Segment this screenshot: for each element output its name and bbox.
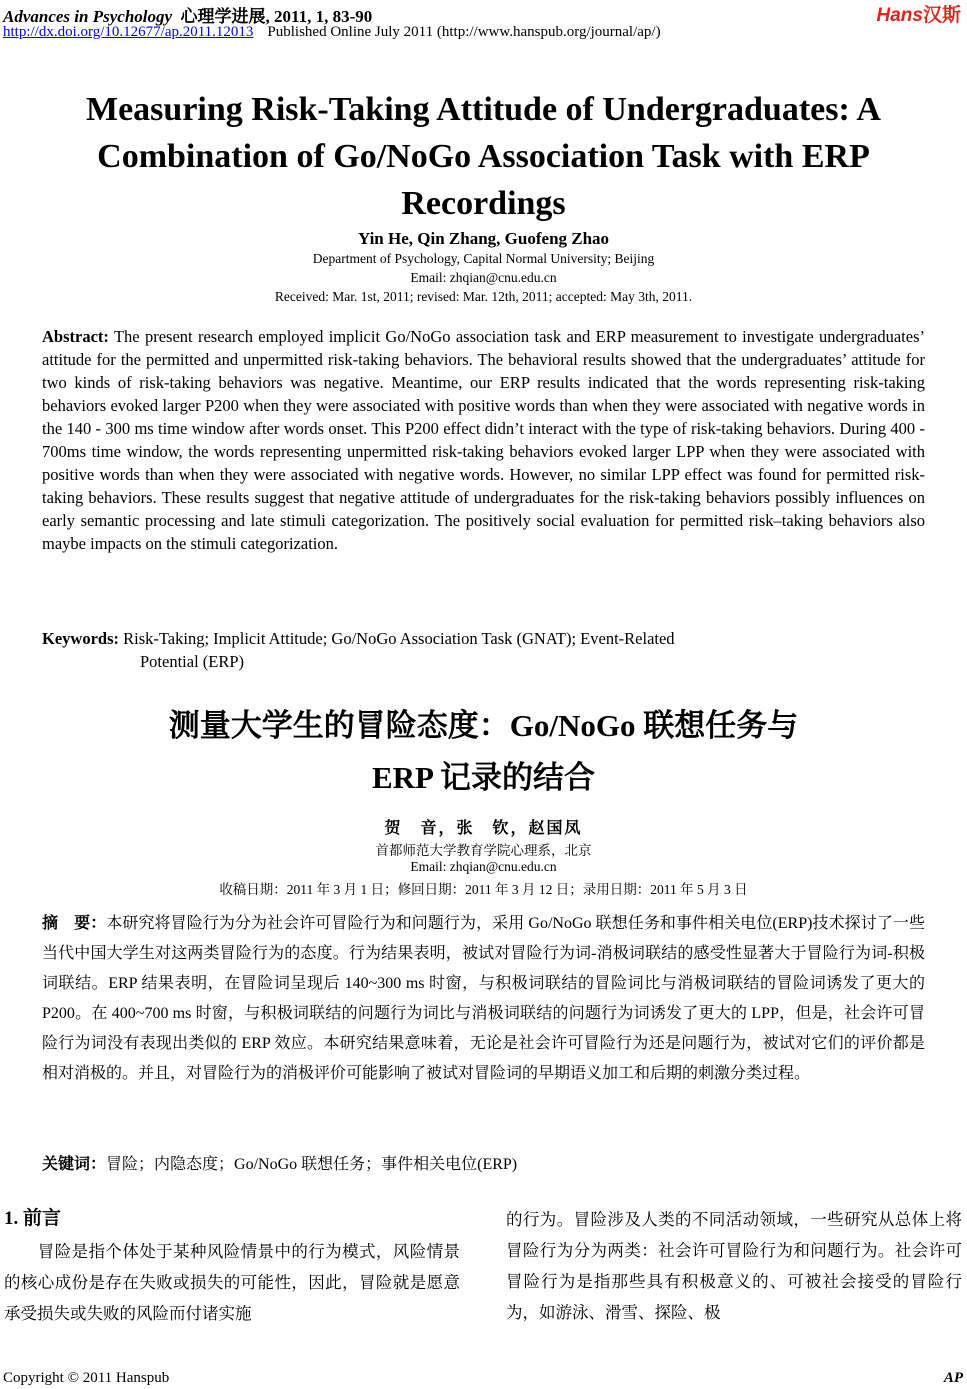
email: Email: zhqian@cnu.edu.cn <box>410 270 557 285</box>
dates: Received: Mar. 1st, 2011; revised: Mar. 12th, 2011; accepted: May 3th, 2011. <box>274 289 693 304</box>
chinese-abstract-text: 本研究将冒险行为分为社会许可冒险行为和问题行为，采用 Go/NoGo 联想任务和事件相关电位(ERP)技术探讨了一些当代中国大学生对这两类冒险行为的态度。行为结果表明，被试对冒险行为词-消极词联结的感受性显著大于冒险行为词-积极词联结。ERP 结果表明，在冒险词呈现后 140~300 ms 时窗，与积极词联结的冒险词比与消极词联结的冒险词诱发了更大的 P200。在 400~700 ms 时窗，与积极词联结的问题行为词比与消极词联结的问题行为词诱发了更大的 LPP，但是，社会许可冒险行为词没有表现出类似的 ERP 效应。本研究结果意味着，无论是社会许可冒险行为还是问题行为，被试对它们的评价都是相对消极的。并且，对冒险行为的消极评价可能影响了被试对冒险词的早期语义加工和后期的刺激分类过程。 <box>42 915 925 1082</box>
publication-info <box>3 24 661 41</box>
chinese-keywords <box>42 1151 517 1174</box>
doi-link[interactable]: http://dx.doi.org/10.12677/ap.2011.12013 <box>3 24 254 40</box>
abstract <box>42 325 925 555</box>
keywords-label: Keywords: <box>42 629 119 648</box>
chinese-keywords-text: 冒险；内隐态度；Go/NoGo 联想任务；事件相关电位(ERP) <box>106 1156 518 1173</box>
chinese-title <box>0 700 967 804</box>
authors: Yin He, Qin Zhang, Guofeng Zhao <box>357 229 610 248</box>
chinese-keywords-label: 关键词： <box>42 1156 107 1173</box>
keywords-line2: Potential (ERP) <box>140 652 245 671</box>
chinese-abstract <box>42 909 925 1089</box>
journal-name: Advances in Psychology <box>3 7 173 26</box>
section-heading: 1. 前言 <box>4 1208 62 1229</box>
chinese-dates: 收稿日期：2011 年 3 月 1 日；修回日期：2011 年 3 月 12 日；录用日期：2011 年 5 月 3 日 <box>219 882 748 897</box>
journal-name-cn: 心理学进展 <box>180 7 266 26</box>
chinese-authors: 贺 音，张 钦，赵国凤 <box>384 820 583 837</box>
published-online: Published Online July 2011 (http://www.hanspub.org/journal/ap/) <box>267 24 661 40</box>
chinese-title-line2: ERP 记录的结合 <box>371 760 596 795</box>
intro-right-column: 的行为。冒险涉及人类的不同活动领域，一些研究从总体上将冒险行为分为两类：社会许可冒险行为和问题行为。社会许可冒险行为是指那些具有积极意义的、可被社会接受的冒险行为，如游泳、滑雪、探险、极 <box>506 1210 962 1322</box>
affiliation: Department of Psychology, Capital Normal University; Beijing <box>312 251 655 266</box>
logo-en: Hans <box>876 5 923 26</box>
chinese-email: Email: zhqian@cnu.edu.cn <box>410 859 557 874</box>
paper-title: Measuring Risk-Taking Attitude of Undergraduates: A Combination of Go/NoGo Association Task with ERP Recordings <box>86 91 881 222</box>
intro-left-column: 冒险是指个体处于某种风险情景中的行为模式，风险情景的核心成份是存在失败或损失的可能性，因此，冒险就是愿意承受损失或失败的风险而付诸实施 <box>4 1242 460 1323</box>
abstract-label: Abstract: <box>42 327 109 346</box>
chinese-affiliation: 首都师范大学教育学院心理系，北京 <box>375 843 592 858</box>
journal-issue: , 2011, 1, 83-90 <box>265 7 373 26</box>
hans-logo <box>877 0 961 27</box>
abstract-text: The present research employed implicit Go/NoGo association task and ERP measurement to investigate undergraduates’ attitude for the permitted and unpermitted risk-taking behaviors. The behavioral results showed that the undergraduates’ attitude for two kinds of risk-taking behaviors was negative. Meantime, our ERP results indicated that the words representing risk-taking behaviors evoked larger P200 when they were associated with positive words than when they were associated with negative words in the 140 - 300 ms time window after words onset. This P200 effect didn’t interact with the type of risk-taking behaviors. During 400 - 700ms time window, the words representing unpermitted risk-taking behaviors evoked larger LPP when they were associated with positive words than when they were associated with negative words. However, no similar LPP effect was found for permitted risk-taking behaviors. These results suggest that negative attitude of undergraduates for the risk-taking behaviors possibly influences on early semantic processing and late stimuli categorization. The positively social evaluation for permitted risk–taking behaviors also maybe impacts on the stimuli categorization. <box>42 327 925 553</box>
copyright: Copyright © 2011 Hanspub <box>3 1370 170 1386</box>
keywords <box>42 627 842 673</box>
chinese-title-line1: 测量大学生的冒险态度：Go/NoGo 联想任务与 <box>168 708 799 743</box>
keywords-line1: Risk-Taking; Implicit Attitude; Go/NoGo Association Task (GNAT); Event-Related <box>119 629 675 648</box>
chinese-abstract-label: 摘 要： <box>42 915 107 932</box>
logo-cn: 汉斯 <box>922 5 961 26</box>
journal-abbr: AP <box>943 1370 963 1386</box>
